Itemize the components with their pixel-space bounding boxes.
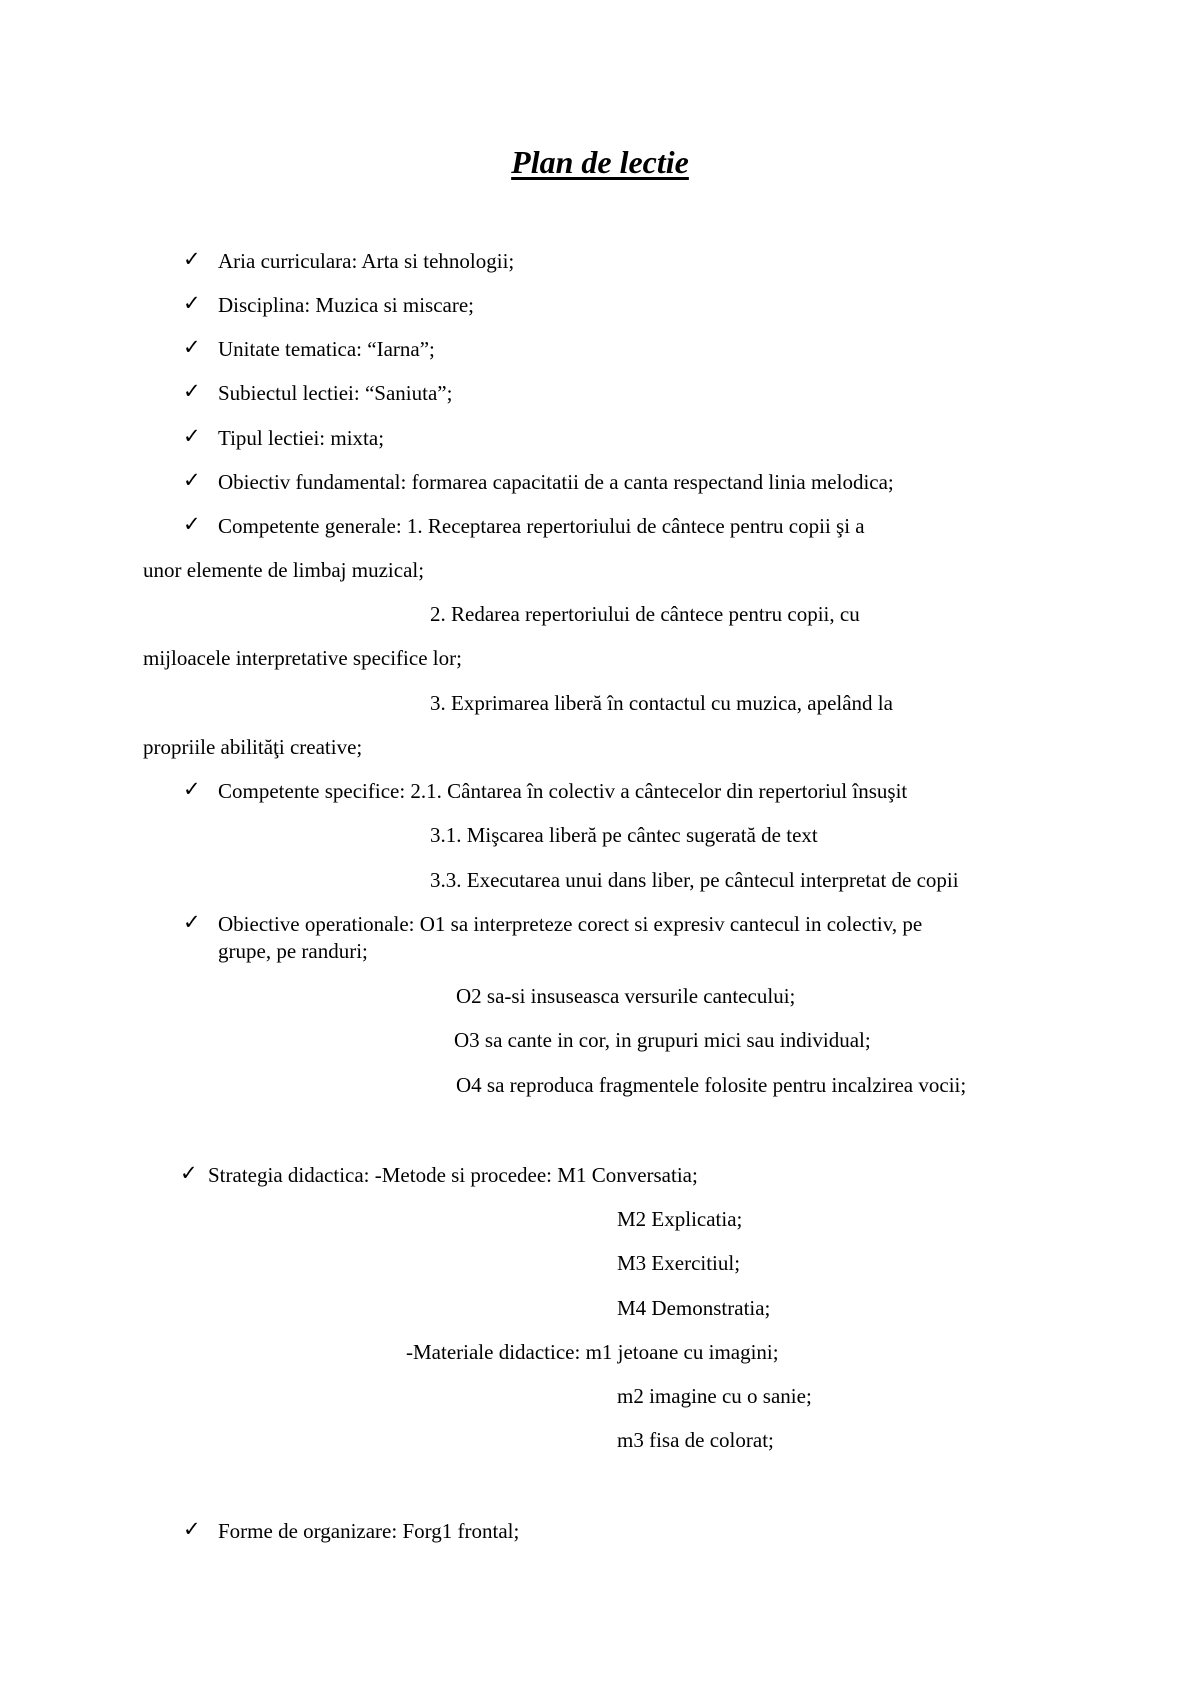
check-icon: ✓ [183,910,201,934]
competente-specifice-2: 3.1. Mişcarea liberă pe cântec sugerată de text [430,823,818,847]
item-disciplina: Disciplina: Muzica si miscare; [218,293,475,317]
item-unitate-tematica: Unitate tematica: “Iarna”; [218,337,435,361]
materiale-didactice: -Materiale didactice: m1 jetoane cu imagini; [406,1340,779,1364]
competente-generale-3-cont: propriile abilităţi creative; [143,735,363,759]
obiective-operationale-2: O2 sa-si insuseasca versurile cantecului; [456,984,796,1008]
competente-generale-3: 3. Exprimarea liberă în contactul cu muzica, apelând la [430,691,893,715]
material-m2: m2 imagine cu o sanie; [617,1384,812,1408]
item-competente-generale-1: Competente generale: 1. Receptarea repertoriului de cântece pentru copii şi a [218,514,865,538]
check-icon: ✓ [183,424,201,448]
obiective-operationale-4: O4 sa reproduca fragmentele folosite pentru incalzirea vocii; [456,1073,967,1097]
material-m3: m3 fisa de colorat; [617,1428,774,1452]
check-icon: ✓ [183,291,201,315]
competente-generale-1-cont: unor elemente de limbaj muzical; [143,558,425,582]
check-icon: ✓ [183,777,201,801]
item-obiectiv-fundamental: Obiectiv fundamental: formarea capacitatii de a canta respectand linia melodica; [218,470,894,494]
item-aria-curriculara: Aria curriculara: Arta si tehnologii; [218,249,515,273]
competente-generale-2-cont: mijloacele interpretative specifice lor; [143,646,462,670]
competente-generale-2: 2. Redarea repertoriului de cântece pentru copii, cu [430,602,860,626]
obiective-operationale-3: O3 sa cante in cor, in grupuri mici sau individual; [454,1028,871,1052]
document-title: Plan de lectie [511,144,689,180]
item-obiective-operationale-1: Obiective operationale: O1 sa interpreteze corect si expresiv cantecul in colectiv, pe [218,912,923,936]
check-icon: ✓ [183,379,201,403]
item-strategia-didactica: Strategia didactica: -Metode si procedee: M1 Conversatia; [208,1163,698,1187]
check-icon: ✓ [183,247,201,271]
competente-specifice-3: 3.3. Executarea unui dans liber, pe cântecul interpretat de copii [430,868,959,892]
check-icon: ✓ [183,468,201,492]
check-icon: ✓ [183,1517,201,1541]
metoda-m3: M3 Exercitiul; [617,1251,741,1275]
obiective-operationale-1-cont: grupe, pe randuri; [218,939,368,963]
item-competente-specifice-1: Competente specifice: 2.1. Cântarea în colectiv a cântecelor din repertoriul însuşit [218,779,908,803]
check-icon: ✓ [183,335,201,359]
metoda-m2: M2 Explicatia; [617,1207,743,1231]
item-tipul-lectiei: Tipul lectiei: mixta; [218,426,385,450]
metoda-m4: M4 Demonstratia; [617,1296,771,1320]
item-forme-de-organizare: Forme de organizare: Forg1 frontal; [218,1519,520,1543]
check-icon: ✓ [180,1161,198,1185]
item-subiectul-lectiei: Subiectul lectiei: “Saniuta”; [218,381,453,405]
check-icon: ✓ [183,512,201,536]
